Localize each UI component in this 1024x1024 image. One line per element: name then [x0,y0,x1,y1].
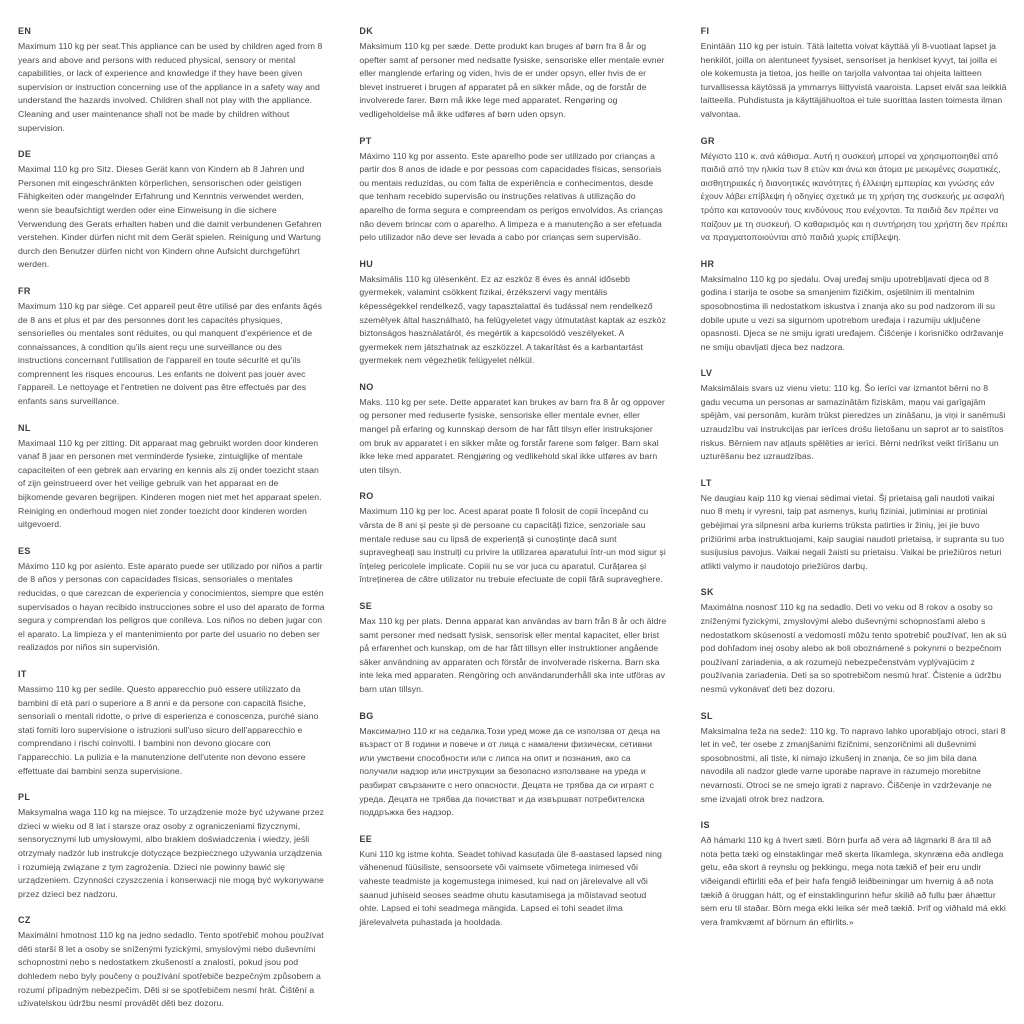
safety-instruction-text: Maksimális 110 kg ülésenként. Ez az eszköz 8 éves és annál idősebb gyermekek, valamint csökkent fizikai, érzékszervi vagy mentális képességekkel rendelkező, vagy tapasztalattal és tudással nem rendelkező személyek által használható, ha felügyeletet vagy útmutatást kaptak az eszköz biztonságos használatáról, és megértik a kapcsolódó veszélyeket. A gyermekek nem játszhatnak az eszközzel. A takarítást és a karbantartást gyermekek nem végezhetik felügyelet nélkül. [359,273,666,366]
language-section-de [18,149,325,272]
language-code-heading: IT [18,668,27,679]
language-code-heading: LV [700,368,713,379]
safety-instruction-text: Maximální hmotnost 110 kg na jedno sedadlo. Tento spotřebič mohou používat děti starší 8 let a osoby se sníženými fyzickými, smyslovými nebo duševními schopnostmi nebo s nedostatkem zkušeností a znalostí, pokud jsou pod dohledem nebo byly poučeny o používání spotřebiče bezpečným způsobem a rozumí případným nebezpečím. Děti si se spotřebičem nesmí hrát. Čištění a uživatelskou údržbu nesmí provádět děti bez dozoru. [18,930,324,1009]
language-code-heading: PL [18,792,31,803]
text-column-2 [359,26,666,1006]
safety-instruction-text: Максимално 110 кг на седалка.Този уред може да се използва от деца на възраст от 8 години и повече и от лица с намалени физически, сетивни или умствени способности или с липса на опит и познания, ако са получили надзор или инструкции за безопасно използване на уреда и разбират свързаните с него опасности. Децата не трябва да си играят с уреда. Децата не трябва да почистват и да извършват потребителска поддръжка без надзор. [359,725,661,818]
language-code-heading: IS [700,820,710,831]
language-section-en [18,26,325,135]
language-section-pl [18,792,325,901]
language-section-no [359,382,666,478]
language-section-ro [359,491,666,587]
language-code-heading: ES [18,545,31,556]
language-code-heading: FR [18,285,31,296]
safety-instruction-text: Máximo 110 kg por assento. Este aparelho pode ser utilizado por crianças a partir dos 8 anos de idade e por pessoas com capacidades físicas, sensoriais ou mentais reduzidas, ou com falta de experiência e conhecimentos, desde que tenham recebido supervisão ou instruções relativas à utilização do aparelho de forma segura e compreendam os perigos envolvidos. As crianças não devem brincar com o aparelho. A limpeza e a manutenção a ser efetuada pelo utilizador não deve ser levada a cabo por crianças sem supervisão. [359,150,663,243]
safety-instruction-text: Maksymalna waga 110 kg na miejsce. To urządzenie może być używane przez dzieci w wieku od 8 lat i starsze oraz osoby z ograniczeniami fizycznymi, sensorycznymi lub umysłowymi, albo brakiem doświadczenia i wiedzy, jeśli otrzymały nadzór lub instrukcje dotyczące bezpiecznego używania urządzenia i rozumieją związane z tym zagrożenia. Dzieci nie powinny bawić się urządzeniem. Czynności czyszczenia i konserwacji nie mogą być wykonywane przez dzieci bez nadzoru. [18,807,324,899]
text-column-3 [701,26,1008,1006]
language-section-it [18,669,325,778]
safety-instruction-text: Maksimālais svars uz vienu vietu: 110 kg. Šo ierīci var izmantot bērni no 8 gadu vecuma un personas ar samazinātām fiziskām, maņu vai garīgajām spējām, vai personām, kurām trūkst pieredzes un zināšanu, ja viņi ir sanēmuši uzraudzību vai instrukcijas par ierīces drošu lietošanu un saprot ar to saistītos riskus. Bērniem nav atļauts spēlēties ar ierīci. Bērni nedrīkst veikt tīrīšanu un uzturēšanu bez uzraudzības. [700,383,1006,462]
language-code-heading: SE [359,601,373,611]
safety-instruction-text: Ne daugiau kaip 110 kg vienai sėdimai vietai. Šį prietaisą gali naudoti vaikai nuo 8 metų ir vyresni, taip pat asmenys, kurių fiziniai, jutiminiai ar protiniai gebėjimai yra silpnesni arba kuriems trūksta patirties ir žinių, jei jie buvo prižiūrimi arba instruktuojami, kaip saugiai naudoti prietaisą, ir supranta su tuo susijusius pavojus. Vaikai negali žaisti su prietaisu. Vaikai be priežiūros neturi atlikti valymo ir naudotojo priežiūros darbų. [700,492,1005,571]
safety-instruction-text: Massimo 110 kg per sedile. Questo apparecchio può essere utilizzato da bambini di età pari o superiore a 8 anni e da persone con capacità fisiche, sensoriali o mentali ridotte, o prive di esperienza e conoscenza, purché siano stati forniti loro supervisione o istruzioni sull'uso sicuro dell'apparecchio e comprendano i rischi coinvolti. I bambini non devono giocare con l'apparecchio. La pulizia e la manutenzione dell'utente non devono essere effettuate dai bambini senza supervisione. [18,683,319,776]
language-section-se [359,601,666,697]
safety-instruction-text: Að hámarki 110 kg á hvert sæti. Börn þurfa að vera að lágmarki 8 ára til að nota þetta tæki og einstaklingar með skerta líkamlega, skynræna eða andlega getu, eða skort á reynslu og þekkingu, mega nota tækið ef þeir eru undir viðeigandi eftirliti eða ef þeir hafa fengið leiðbeiningar um hvernig á að nota tækið á öruggan hátt, og ef einstaklingurinn hefur skilið að fullu þær áhættur sem eru til staðar. Börn mega ekki leika sér með tækið. Þrif og viðhald má ekki vera framkvæmt af börnum án eftirlits.» [700,835,1006,927]
safety-instruction-text: Maximum 110 kg per seat.This appliance can be used by children aged from 8 years and above and persons with reduced physical, sensory or mental capabilities, or lack of experience and knowledge if they have been given supervision or instruction concerning use of the appliance in a safety way and understand the hazards involved. Children shall not play with the appliance. Cleaning and user maintenance shall not be made by children without supervision. [18,41,323,133]
safety-instruction-text: Maximálna nosnosť 110 kg na sedadlo. Deti vo veku od 8 rokov a osoby so zníženými fyzickými, zmyslovými alebo duševnými schopnosťami alebo s nedostatkom skúseností a vedomostí môžu tento spotrebič používať, len ak sú pod dohľadom inej osoby alebo ak boli oboznámené s pokynmi o bezpečnom používaní zariadenia, a ak rozumejú nebezpečenstvám vyplývajúcim z používania zariadenia. Deti sa so spotrebičom nesmú hrať. Čistenie a údržbu nesmú vykonávať deti bez dozoru. [700,602,1007,694]
language-section-pt [359,136,666,245]
language-section-cz [18,915,325,1011]
language-code-heading: CZ [18,915,31,926]
language-section-lv [701,368,1008,464]
safety-instruction-text: Kuni 110 kg istme kohta. Seadet tohivad kasutada üle 8-aastased lapsed ning vähenenud füüsiliste, sensoorsete või vaimsete võimetega inimesed või vaheste teadmiste ja kogemustega inimesed, kui nad on järelevalve all või saanud juhiseid seoses seadme ohutu kasutamisega ja mõistavad seotud ohte. Lapsed ei tohi seadmega mängida. Lapsed ei tohi seadet ilma järelevalveta puhastada ja hooldada. [359,848,662,927]
language-code-heading: RO [359,491,374,502]
language-code-heading: SK [700,587,714,598]
safety-instruction-text: Máximo 110 kg por asiento. Este aparato puede ser utilizado por niños a partir de 8 años y personas con capacidades físicas, sensoriales o mentales reducidas, o que carezcan de experiencia y conocimientos, siempre que estén supervisados o hayan recibido instrucciones sobre el uso del aparato de forma segura y comprendan los peligros que conlleva. Los niños no deben jugar con el aparato. La limpieza y el mantenimiento por parte del usuario no deben ser realizados por niños sin supervisión. [18,560,325,653]
language-section-gr [701,136,1008,245]
language-code-heading: HR [700,258,715,269]
safety-instruction-text: Maksimalno 110 kg po sjedalu. Ovaj uređaj smiju upotrebljavati djeca od 8 godina i starija te osobe sa smanjenim fizičkim, osjetilnim ili mentalnim sposobnostima ili nedostatkom iskustva i znanja ako su pod nadzorom ili su dobile upute u vezi sa sigurnom upotrebom uređaja i razumiju uključene opasnosti. Djeca se ne smiju igrati uređajem. Čišćenje i korisničko održavanje ne smiju obavljati djeca bez nadzora. [700,273,1004,352]
language-code-heading: BG [359,710,374,721]
language-section-hu [359,259,666,368]
text-column-1 [18,26,325,1009]
language-section-hr [701,259,1008,355]
language-section-sk [701,587,1008,696]
language-code-heading: EE [359,833,373,844]
safety-instruction-text: Maximum 110 kg per loc. Acest aparat poate fi folosit de copii începând cu vârsta de 8 ani și peste și de persoane cu capacități fizice, senzoriale sau mentale reduse sau cu lipsă de experiență și cunoștințe dacă sunt supravegheați sau instruiți cu privire la utilizarea aparatului într-un mod sigur și înțeleg pericolele implicate. Copiii nu se vor juca cu aparatul. Curățarea și întreținerea de către utilizator nu trebuie efectuate de copii fără supraveghere. [359,506,666,585]
language-code-heading: NL [18,422,31,433]
language-section-lt [701,478,1008,574]
safety-instruction-text: Maksimalna teža na sedež: 110 kg. To napravo lahko uporabljajo otroci, stari 8 let in več, ter osebe z zmanjšanimi fizičnimi, senzoričnimi ali duševnimi sposobnostmi, ali tiste, ki nimajo izkušenj in znanja, če so jim bila dana navodila ali nadzor glede varne uporabe naprave in razumejo morebitne nevarnosti. Otroci se ne smejo igrati z napravo. Čiščenje in vzdrževanje ne sme izvajati otrok brez nadzora. [700,725,1006,804]
language-section-fr [18,286,325,409]
safety-instruction-text: Maksimum 110 kg per sæde. Dette produkt kan bruges af børn fra 8 år og opefter samt af personer med nedsatte fysiske, sensoriske eller mentale evner eller manglende erfaring og viden, hvis de er under opsyn, eller hvis de er blevet instrueret i brugen af apparatet på en sikker måde, og de forstår de involverede farer. Børn må ikke lege med apparatet. Rengøring og vedligeholdelse må ikke udføres af børn uden opsyn. [359,41,665,119]
safety-instruction-text: Maximal 110 kg pro Sitz. Dieses Gerät kann von Kindern ab 8 Jahren und Personen mit eingeschränkten körperlichen, sensorischen oder geistigen Fähigkeiten oder mangelnder Erfahrung und Kenntnis verwendet werden, wenn sie beaufsichtigt werden oder eine Einweisung in die sichere Verwendung des Gerats erhalten haben und die damit verbundenen Gefahren verstehen. Kinder dürfen nicht mit dem Gerät spielen. Reinigung und Wartung durch den Benutzer dürfen nicht von Kindern ohne Aufsicht durchgeführt werden. [18,164,322,270]
safety-instruction-text: Μέγιστο 110 κ. ανά κάθισμα. Αυτή η συσκευή μπορεί να χρησιμοποιηθεί από παιδιά από την ηλικία των 8 ετών και άνω και άτομα με μειωμένες σωματικές, αισθητηριακές ή διανοητικές ικανότητες ή έλλειψη εμπειρίας και γνώσης εάν έχουν λάβει επίβλεψη ή οδηγίες σχετικά με τη χρήση της συσκευής με ασφαλή τρόπο και κατανοούν τους κινδύνους που ενέχονται. Τα παιδιά δεν πρέπει να παίζουν με τη συσκευή. Ο καθαρισμός και η συντήρηση του χρήστη δεν πρέπει να πραγματοποιούνται από παιδιά χωρίς επίβλεψη. [700,150,1008,243]
language-code-heading: SL [700,710,713,721]
language-section-dk [359,26,666,122]
language-section-ee [359,834,666,930]
language-code-heading: DE [18,149,32,160]
language-section-is [701,820,1008,929]
language-section-es [18,546,325,655]
language-code-heading: DK [359,26,374,36]
language-code-heading: NO [359,381,374,392]
language-code-heading: PT [359,135,372,146]
safety-instruction-text: Maximum 110 kg par siège. Cet appareil peut être utilisé par des enfants âgés de 8 ans et plus et par des personnes dont les capacités physiques, sensorielles ou mentales sont réduites, ou qui manquent d'expérience et de connaissances, à condition qu'ils aient reçu une surveillance ou des instructions concernant l'utilisation de l'appareil en toute sécurité et qu'ils comprennent les risques encourus. Les enfants ne doivent pas jouer avec l'appareil. Le nettoyage et l'entretien ne doivent pas être effectués par des enfants sans surveillance. [18,300,323,407]
language-section-nl [18,423,325,532]
language-section-fi [701,26,1008,122]
language-code-heading: LT [700,477,712,488]
language-code-heading: HU [359,258,374,269]
safety-instruction-text: Max 110 kg per plats. Denna apparat kan användas av barn från 8 år och äldre samt personer med nedsatt fysisk, sensorisk eller mental kapacitet, eller brist på erfarenhet och kunskap, om de har fått tillsyn eller instruktioner angående säker användning av apparaten och förstår de involverade riskerna. Barn ska inte leka med apparaten. Rengöring och användarunderhåll ska inte utföras av barn utan tillsyn. [359,616,667,694]
language-section-bg [359,711,666,820]
language-code-heading: GR [700,135,715,146]
safety-instruction-text: Maximaal 110 kg per zitting. Dit apparaat mag gebruikt worden door kinderen vanaf 8 jaar en personen met verminderde fysieke, zintuiglijke of mentale capaciteiten of een gebrek aan ervaring en kennis als zij onder toezicht staan of zijn geinstrueerd over het veilige gebruik van het apparaat en de bijkomende gevaren begrijpen. Kinderen mogen niet met het apparaat spelen. Reiniging en onderhoud mogen niet zonder toezicht door kinderen worden uitgevoerd. [18,437,322,530]
safety-instruction-text: Maks. 110 kg per sete. Dette apparatet kan brukes av barn fra 8 år og oppover og personer med reduserte fysiske, sensoriske eller mentale evner, eller mangel på erfaring og kunnskap dersom de har fått tilsyn eller instruksjoner om bruk av apparatet i en sikker måte og forstår farene som følger. Barn skal ikke leke med apparatet. Rengjøring og vedlikehold skal ikke utføres av barn uten tilsyn. [359,396,665,475]
language-code-heading: EN [18,26,32,36]
language-code-heading: FI [700,26,710,36]
safety-instruction-text: Enintään 110 kg per istuin. Tätä laitetta voivat käyttää yli 8-vuotiaat lapset ja henkilöt, joilla on alentuneet fyysiset, sensoriset ja henkiset kyvyt, tai joilla ei ole kokemusta ja tietoa, jos heille on tarjolla valvontaa tai ohjeita laitteen turvallisessa käytössä ja ymmarrys liittyvistä vaaroista. Lapset eivät saa leikkiä laitteella. Puhdistusta ja käyttäjähuoltoa ei tule suorittaa lasten toimesta ilman valvontaa. [700,41,1007,119]
language-section-sl [701,711,1008,807]
